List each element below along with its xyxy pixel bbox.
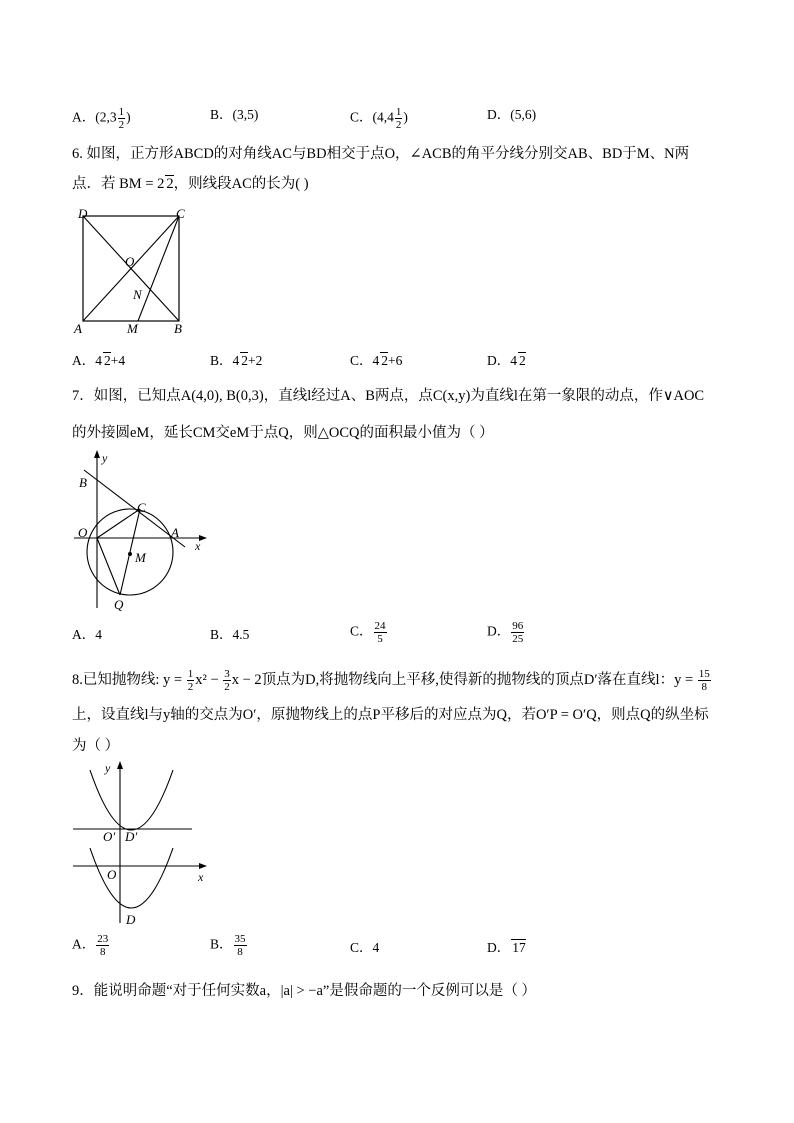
q7-option-a: A．4 bbox=[72, 627, 102, 642]
q6-text-line1: 6. 如图，正方形ABCD的对角线AC与BD相交于点O，∠ACB的角平分线分别交AB、BD于M、N两 bbox=[72, 146, 690, 162]
label-y: y bbox=[102, 451, 108, 465]
q8-text-line1: 8.已知抛物线: y = $\frac{1}{2}$ x² − $\frac{3}{2}$ x − 2顶点为D,将抛物线向上平移,使得新的抛物线的顶点D′落在直线l：y = $\frac{15}{8}$ bbox=[72, 668, 710, 693]
q5-option-d: D．(5,6) bbox=[487, 107, 537, 122]
q7-option-d: D． $\frac{96}{25}$ bbox=[487, 620, 524, 645]
bisector-cm bbox=[138, 216, 179, 321]
label-a: A bbox=[171, 525, 179, 540]
original-parabola bbox=[90, 848, 173, 908]
label-n: N bbox=[133, 287, 142, 302]
q6-option-a: A．4 2+4 bbox=[72, 353, 126, 368]
y-axis-arrow-icon bbox=[117, 761, 123, 769]
q5-option-c: C．(4,4 $\frac{1}{2}$ ) bbox=[350, 106, 408, 131]
q8-option-c: C．4 bbox=[350, 940, 380, 955]
label-m: M bbox=[135, 550, 146, 565]
q8-option-d: D． 17 bbox=[487, 940, 526, 955]
shifted-parabola bbox=[90, 770, 173, 830]
q6-option-d: D．4 2 bbox=[487, 353, 526, 368]
q7-text-line1: 7．如图，已知点A(4,0), B(0,3)，直线l经过A、B两点，点C(x,y)为直线l在第一象限的动点，作∨AOC bbox=[72, 388, 705, 404]
segment-oc bbox=[97, 509, 140, 538]
segment-oq bbox=[97, 538, 120, 595]
q6-square-figure bbox=[70, 205, 200, 337]
label-c: C bbox=[176, 206, 185, 221]
q6-text-line2: 点．若 BM = 2 2，则线段AC的长为( ) bbox=[72, 176, 309, 192]
q7-text-line2: 的外接圆eM，延长CM交eM于点Q，则△OCQ的面积最小值为（ ） bbox=[72, 425, 494, 441]
label-b: B bbox=[174, 321, 182, 336]
label-b: B bbox=[79, 475, 87, 490]
label-q: Q bbox=[114, 597, 124, 612]
q5-option-a: A．(2,3 $\frac{1}{2}$ ) bbox=[72, 106, 131, 131]
label-y: y bbox=[105, 761, 111, 775]
y-axis-arrow-icon bbox=[94, 450, 100, 458]
label-a: A bbox=[74, 321, 82, 336]
label-o: O bbox=[125, 254, 135, 269]
x-axis-arrow-icon bbox=[199, 863, 207, 869]
q8-text-line2: 上，设直线l与y轴的交点为O′，原抛物线上的点P平移后的对应点为Q，若O′P = O′Q，则点Q的纵坐标 bbox=[72, 707, 709, 723]
q8-text-line3: 为（ ） bbox=[72, 738, 120, 754]
label-d: D bbox=[126, 912, 136, 927]
label-o: O bbox=[78, 525, 88, 540]
q7-option-c: C． $\frac{24}{5}$ bbox=[350, 620, 386, 645]
q5-option-b: B．(3,5) bbox=[210, 107, 259, 122]
q6-option-b: B．4 2+2 bbox=[210, 353, 263, 368]
label-o: O bbox=[107, 867, 117, 882]
q7-option-b: B．4.5 bbox=[210, 627, 250, 642]
q7-circle-figure bbox=[70, 448, 215, 613]
q8-option-b: B． $\frac{35}{8}$ bbox=[210, 933, 246, 958]
label-x: x bbox=[198, 870, 204, 884]
label-o-prime: O′ bbox=[103, 829, 116, 844]
label-x: x bbox=[195, 539, 201, 553]
label-m: M bbox=[127, 321, 138, 336]
q9-text-line1: 9．能说明命题“对于任何实数a，|a| > −a”是假命题的一个反例可以是（ ） bbox=[72, 983, 536, 999]
label-d-prime: D′ bbox=[125, 829, 138, 844]
label-d: D bbox=[78, 206, 88, 221]
q8-parabola-figure bbox=[70, 758, 215, 930]
point-m bbox=[128, 552, 132, 556]
q8-option-a: A． $\frac{23}{8}$ bbox=[72, 933, 109, 958]
label-c: C bbox=[137, 500, 146, 515]
q6-option-c: C．4 2+6 bbox=[350, 353, 403, 368]
